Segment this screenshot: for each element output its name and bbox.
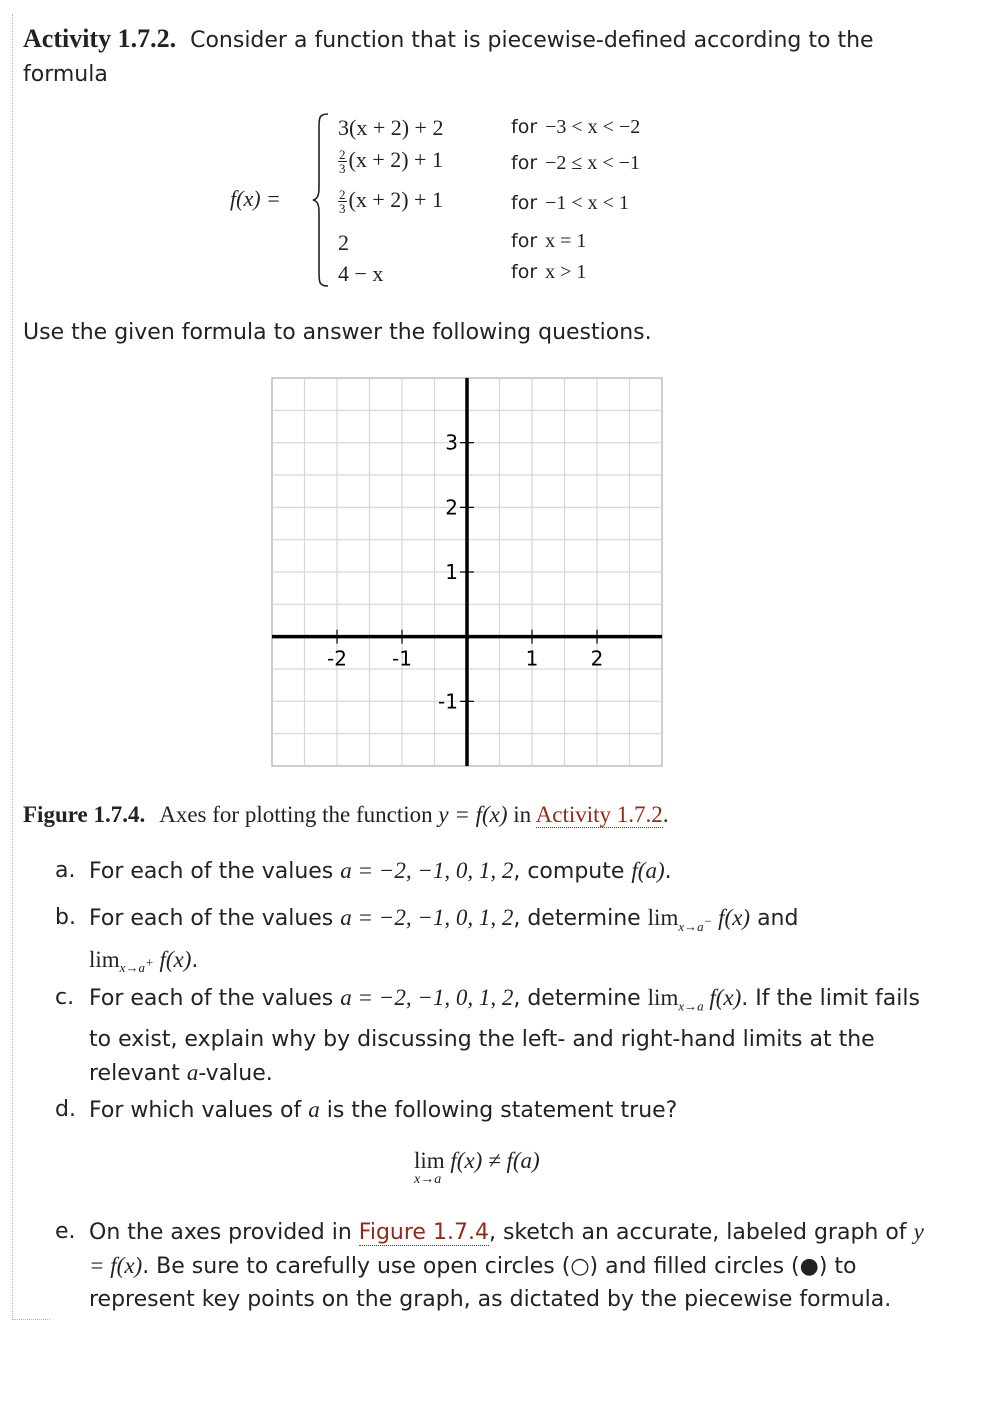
axes-figure <box>270 376 664 768</box>
case-row-1 <box>338 115 443 141</box>
task-c-end: -value. <box>198 1060 273 1086</box>
case-1-condition <box>511 116 640 139</box>
case-1-range: −3 < x < −2 <box>545 116 641 138</box>
case-1-expression: 3(x + 2) + 2 <box>338 115 444 140</box>
caption-in: in <box>513 802 532 827</box>
task-b-letter: b. <box>55 905 76 930</box>
task-b-and: and <box>757 906 799 931</box>
instructions-text: Use the given formula to answer the following questions. <box>23 320 652 345</box>
task-d-a: a <box>308 1097 320 1122</box>
case-2-for: for <box>511 152 538 174</box>
task-b-plus: + <box>144 954 154 970</box>
task-c-fx: f(x) <box>709 985 742 1010</box>
case-2-range: −2 ≤ x < −1 <box>545 152 640 174</box>
task-a-values: a = −2, −1, 0, 1, 2 <box>340 858 514 883</box>
case-2-numerator: 2 <box>339 147 346 163</box>
x-tick-label: -2 <box>327 646 347 671</box>
activity-title: Activity 1.7.2. <box>23 24 177 53</box>
y-tick-label: 3 <box>445 430 458 455</box>
activity-link[interactable]: Activity 1.7.2 <box>535 802 663 827</box>
task-b-text: For each of the values <box>89 906 334 931</box>
case-4-condition <box>511 230 586 253</box>
task-d <box>55 1093 935 1127</box>
task-a-end: . <box>664 859 672 884</box>
task-e-text: On the axes provided in <box>89 1220 352 1245</box>
activity-intro: Consider a function that is piecewise-defined according to the formula <box>23 28 874 87</box>
task-c-lim: lim <box>647 985 679 1010</box>
case-3-expression: (x + 2) + 1 <box>348 187 443 212</box>
piecewise-formula <box>230 110 710 290</box>
task-c-text-2: , determine <box>513 986 641 1011</box>
y-tick-label: 2 <box>445 495 458 520</box>
task-b-lim-left-sub: x→a <box>678 918 704 934</box>
display-lim-under: x→a <box>414 1172 442 1187</box>
display-lim-word: lim <box>414 1148 445 1173</box>
activity-frame-bottom-rule <box>12 1319 50 1320</box>
task-c-lim-sub: x→a <box>678 998 704 1014</box>
case-3-fraction <box>338 188 347 215</box>
case-5-range: x > 1 <box>545 261 587 283</box>
task-d-text-2: is the following statement true? <box>326 1098 678 1123</box>
case-1-for: for <box>511 116 538 138</box>
case-3-condition <box>511 192 629 215</box>
task-b-lim-right: lim <box>89 946 120 972</box>
task-d-letter: d. <box>55 1097 76 1122</box>
case-3-numerator: 2 <box>339 187 346 203</box>
case-2-denominator: 3 <box>339 161 346 177</box>
task-b-values: a = −2, −1, 0, 1, 2 <box>340 905 514 930</box>
task-c-text-3: . If the limit fails to exist, explain why by discussing the left- and right-hand limits at the relevant <box>89 986 920 1086</box>
task-c-letter: c. <box>55 985 75 1010</box>
task-b <box>55 901 935 984</box>
figure-caption <box>23 802 953 828</box>
display-limit-statement <box>414 1148 614 1187</box>
display-lim <box>414 1148 445 1187</box>
case-row-5 <box>338 261 383 287</box>
formula-lhs: f(x) = <box>230 186 281 211</box>
case-3-range: −1 < x < 1 <box>545 192 629 214</box>
task-c-values: a = −2, −1, 0, 1, 2 <box>340 985 514 1010</box>
y-tick-label: -1 <box>438 689 458 714</box>
task-e-text-3: . Be sure to carefully use open circles (○) and filled circles (●) to represent key points on the graph, as dictated by the piecewise formula. <box>89 1254 892 1312</box>
task-a-letter: a. <box>55 858 76 883</box>
caption-math: y = f(x) <box>438 802 508 827</box>
task-e-text-2: , sketch an accurate, labeled graph of <box>488 1220 907 1245</box>
case-5-expression: 4 − x <box>338 261 384 286</box>
case-4-expression: 2 <box>338 230 349 255</box>
activity-heading <box>23 22 943 92</box>
task-e-letter: e. <box>55 1219 76 1244</box>
display-lim-expression: f(x) ≠ f(a) <box>450 1148 540 1173</box>
task-b-fx-1: f(x) <box>718 905 751 930</box>
caption-end: . <box>662 802 669 827</box>
case-row-4 <box>338 230 349 256</box>
task-b-fx-2: f(x) <box>159 946 192 972</box>
case-3-denominator: 3 <box>339 201 346 217</box>
task-c <box>55 981 935 1090</box>
task-b-lim-right-sub: x→a <box>119 960 145 976</box>
task-b-minus: − <box>703 913 713 929</box>
axes-plot <box>270 376 664 768</box>
case-4-for: for <box>511 230 538 252</box>
task-a-fa: f(a) <box>631 858 665 883</box>
task-c-a: a <box>186 1059 199 1085</box>
y-tick-label: 1 <box>445 560 458 584</box>
case-row-3 <box>338 187 443 215</box>
case-2-expression: (x + 2) + 1 <box>348 147 443 172</box>
task-b-text-2: , determine <box>513 906 641 931</box>
task-d-text: For which values of <box>89 1098 302 1123</box>
case-5-for: for <box>511 261 538 283</box>
case-2-condition <box>511 152 640 175</box>
x-tick-label: 2 <box>590 646 604 671</box>
case-3-for: for <box>511 192 538 214</box>
figure-label: Figure 1.7.4. <box>23 802 146 827</box>
figure-link[interactable]: Figure 1.7.4 <box>358 1220 489 1245</box>
task-b-lim-left: lim <box>647 905 679 930</box>
task-a <box>55 854 935 888</box>
task-e-math: y = f(x) <box>89 1219 924 1278</box>
task-e <box>55 1215 935 1316</box>
case-4-range: x = 1 <box>545 230 587 252</box>
task-a-text-2: , compute <box>513 859 625 884</box>
task-c-text: For each of the values <box>89 986 334 1011</box>
left-brace <box>312 112 330 288</box>
task-b-end: . <box>191 947 199 973</box>
caption-text: Axes for plotting the function <box>159 802 433 827</box>
x-tick-label: -1 <box>392 646 412 671</box>
case-5-condition <box>511 261 586 284</box>
task-a-text: For each of the values <box>89 859 334 884</box>
case-2-fraction <box>338 148 347 175</box>
x-tick-label: 1 <box>525 646 539 671</box>
case-row-2 <box>338 147 443 175</box>
